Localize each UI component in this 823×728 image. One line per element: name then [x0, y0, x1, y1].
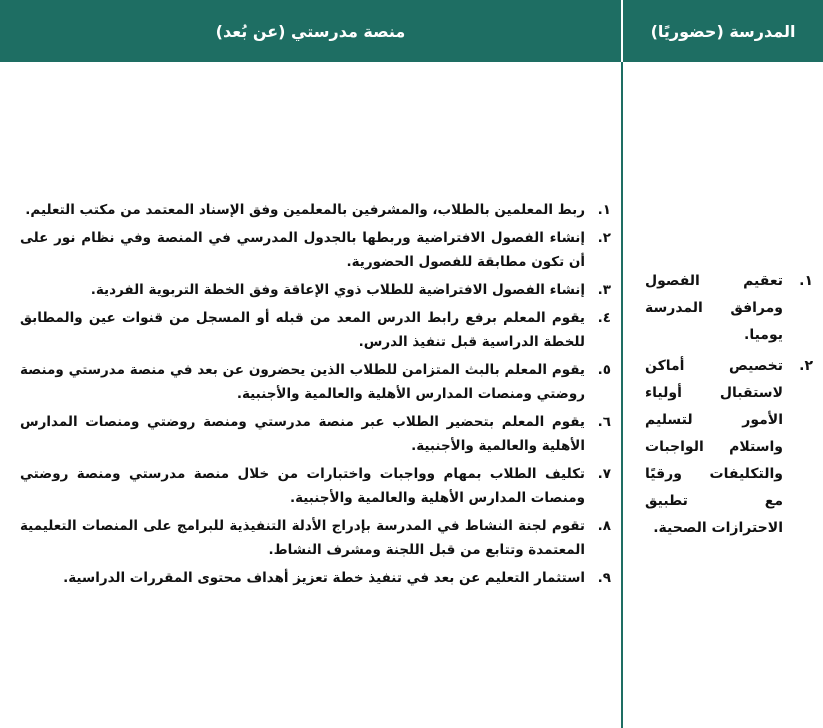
list-item [20, 566, 611, 590]
item-text: يقوم المعلم بالبث المتزامن للطلاب الذين يحضرون عن بعد في منصة مدرستي ومنصة روضتي ومنصات المدارس الأهلية والعالمية والأجنبية. [20, 362, 585, 402]
platform-column [0, 62, 621, 728]
list-item [20, 514, 611, 562]
item-number: ٦. [597, 414, 611, 430]
item-number: ١. [597, 202, 611, 218]
item-text: إنشاء الفصول الافتراضية وربطها بالجدول المدرسي في المنصة وفي نظام نور على أن تكون مطابقة للفصول الحضورية. [20, 230, 585, 270]
item-number: ٤. [597, 310, 611, 326]
item-number: ٢. [799, 358, 813, 374]
list-item [20, 306, 611, 354]
item-number: ٥. [597, 362, 611, 378]
list-item [645, 268, 813, 349]
header-platform: منصة مدرستي (عن بُعد) [215, 21, 406, 41]
list-item [20, 226, 611, 274]
table-body [0, 62, 823, 728]
table-header [0, 0, 823, 62]
item-text: إنشاء الفصول الافتراضية للطلاب ذوي الإعاقة وفق الخطة التربوية الفردية. [90, 282, 585, 298]
item-number: ٧. [597, 466, 611, 482]
item-text: تقوم لجنة النشاط في المدرسة بإدراج الأدلة التنفيذية للبرامج على المنصات التعليمية المعتمدة وتتابع من قبل اللجنة ومشرف النشاط. [20, 518, 585, 558]
item-text: تعقيم الفصول ومرافق المدرسة يوميا. [645, 273, 783, 343]
platform-list [20, 198, 611, 594]
item-text: ربط المعلمين بالطلاب، والمشرفين بالمعلمين وفق الإسناد المعتمد من مكتب التعليم. [25, 202, 585, 218]
list-item [20, 278, 611, 302]
item-number: ٣. [597, 282, 611, 298]
header-school: المدرسة (حضوريًا) [621, 0, 823, 62]
list-item [20, 198, 611, 222]
item-number: ٢. [597, 230, 611, 246]
item-text: تخصيص أماكن لاستقبال أولياء الأمور لتسليم واستلام الواجبات والتكليفات ورقيًا مع تطبيق الاحترازات الصحية. [645, 358, 783, 536]
item-text: يقوم المعلم بتحضير الطلاب عبر منصة مدرستي ومنصة روضتي ومنصات المدارس الأهلية والعالمية والأجنبية. [20, 414, 585, 454]
item-number: ١. [799, 273, 813, 289]
item-text: تكليف الطلاب بمهام وواجبات واختبارات من خلال منصة مدرستي ومنصة روضتي ومنصات المدارس الأهلية والعالمية والأجنبية. [20, 466, 585, 506]
item-number: ٩. [597, 570, 611, 586]
list-item [20, 462, 611, 510]
school-column [621, 62, 823, 728]
list-item [20, 358, 611, 406]
list-item [20, 410, 611, 458]
school-list [645, 268, 813, 546]
item-text: استثمار التعليم عن بعد في تنفيذ خطة تعزيز أهداف محتوى المقررات الدراسية. [63, 570, 585, 586]
list-item [645, 353, 813, 542]
item-number: ٨. [597, 518, 611, 534]
item-text: يقوم المعلم برفع رابط الدرس المعد من قبله أو المسجل من قنوات عين والمطابق للخطة الدراسية قبل تنفيذ الدرس. [20, 310, 585, 350]
